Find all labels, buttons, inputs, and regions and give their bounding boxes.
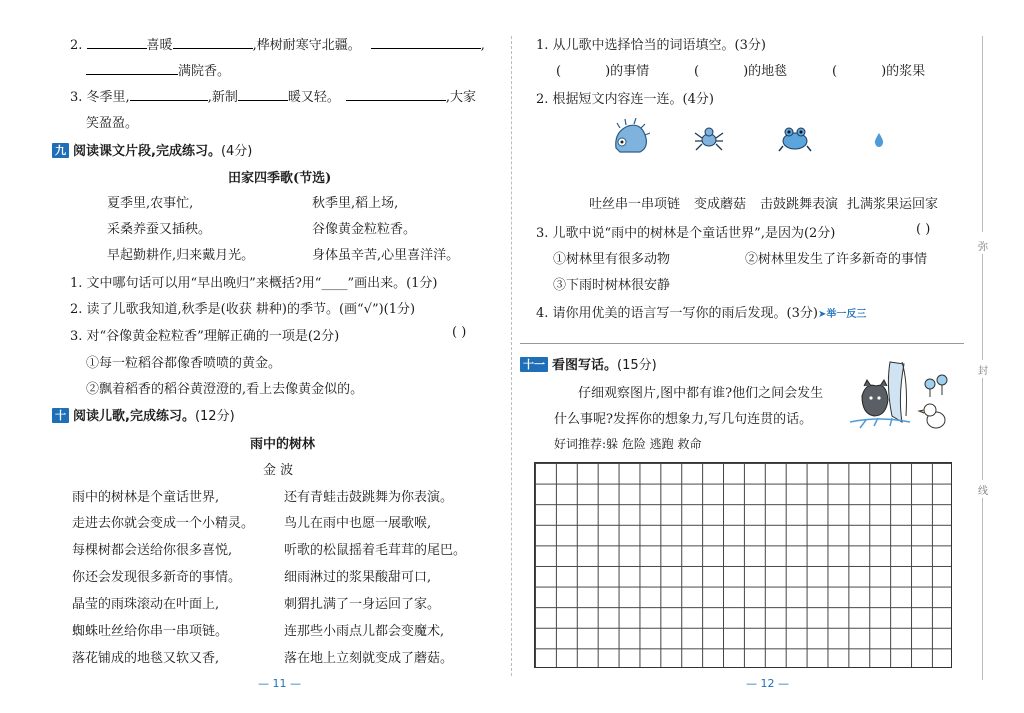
left-q3: 3. 冬季里, ,新制 暖又轻。 ,大家	[70, 90, 476, 105]
s9-question-2: 2. 读了儿歌我知道,秋季是(收获 耕种)的季节。(画“√”)(1分)	[70, 302, 416, 317]
page-number-left: — 11 —	[258, 677, 301, 690]
left-q2-line2: 满院香。	[86, 60, 230, 79]
frog-icon	[778, 124, 812, 152]
section-10-badge: 十	[52, 408, 69, 423]
option: ②树林里发生了许多新奇的事情	[745, 252, 928, 267]
poem2-line: 鸟儿在雨中也愿一展歌喉,	[284, 516, 432, 531]
spider-icon	[694, 124, 724, 152]
writing-grid[interactable]	[534, 462, 952, 668]
poem2-line: 走进去你就会变成一个小精灵。	[72, 516, 255, 531]
poem2-line: 晶莹的雨珠滚动在叶面上,	[72, 597, 220, 612]
option: ①每一粒稻谷都像香喷喷的黄金。	[86, 356, 282, 371]
prompt-line: 什么事呢?发挥你的想象力,写几句连贯的话。	[554, 412, 813, 427]
right-q3: 3. 儿歌中说“雨中的树林是个童话世界”,是因为(2分)	[536, 226, 836, 241]
right-q4: 4. 请你用优美的语言写一写你的雨后发现。(3分)➤举一反三	[536, 306, 867, 321]
right-q2: 2. 根据短文内容连一连。(4分)	[536, 92, 714, 107]
option: ③下雨时树林很安静	[553, 278, 671, 293]
binding-label: 弥	[978, 242, 988, 253]
answer-paren[interactable]: ( )	[916, 222, 931, 237]
extension-tag: ➤举一反三	[817, 309, 867, 320]
prompt-line: 仔细观察图片,图中都有谁?他们之间会发生	[578, 386, 824, 401]
left-q3-line2: 笑盈盈。	[86, 116, 139, 131]
poem1-line: 夏季里,农事忙,	[107, 196, 194, 211]
s9-question-1: 1. 文中哪句话可以用“早出晚归”来概括?用“____”画出来。(1分)	[70, 276, 438, 291]
poem2-line: 每棵树都会送给你很多喜悦,	[72, 543, 233, 558]
match-option[interactable]: 击鼓跳舞表演	[760, 197, 839, 212]
poem1-line: 早起勤耕作,归来戴月光。	[107, 248, 255, 263]
poem1-line: 采桑养蚕又插秧。	[107, 222, 212, 237]
poem2-line: 还有青蛙击鼓跳舞为你表演。	[284, 490, 454, 505]
wolf-and-duck-illustration	[850, 356, 958, 444]
raindrop-icon	[873, 132, 885, 148]
poem2-line: 细雨淋过的浆果酸甜可口,	[284, 570, 432, 585]
binding-line	[982, 254, 983, 360]
poem2-line: 落在地上立刻就变成了蘑菇。	[284, 651, 454, 666]
section-9-badge: 九	[52, 143, 69, 158]
poem2-line: 雨中的树林是个童话世界,	[72, 490, 220, 505]
poem1-line: 秋季里,稻上场,	[312, 196, 399, 211]
poem2-line: 连那些小雨点儿都会变魔术,	[284, 624, 445, 639]
page-divider	[511, 36, 512, 676]
binding-line	[982, 378, 983, 480]
fill-blank[interactable]: ( )的浆果	[832, 64, 926, 79]
binding-line	[982, 498, 983, 680]
poem2-line: 刺猬扎满了一身运回了家。	[284, 597, 441, 612]
poem2-line: 听歌的松鼠摇着毛茸茸的尾巴。	[284, 543, 467, 558]
poem1-line: 身体虽辛苦,心里喜洋洋。	[312, 248, 460, 263]
poem2-line: 蜘蛛吐丝给你串一串项链。	[72, 624, 229, 639]
answer-paren[interactable]: ( )	[452, 325, 467, 340]
poem2-author: 金 波	[263, 463, 294, 478]
answer-line[interactable]	[520, 343, 964, 344]
fill-blank[interactable]: ( )的事情	[556, 64, 650, 79]
binding-label: 封	[978, 366, 988, 377]
match-option[interactable]: 变成蘑菇	[694, 197, 747, 212]
right-q1: 1. 从儿歌中选择恰当的词语填空。(3分)	[536, 38, 766, 53]
option: ①树林里有很多动物	[553, 252, 671, 267]
binding-label: 线	[978, 486, 988, 497]
hedgehog-icon	[610, 118, 650, 158]
poem2-line: 落花铺成的地毯又软又香,	[72, 651, 220, 666]
fill-blank[interactable]: ( )的地毯	[694, 64, 788, 79]
poem2-line: 你还会发现很多新奇的事情。	[72, 570, 242, 585]
poem2-title: 雨中的树林	[250, 437, 316, 452]
option: ②飘着稻香的稻谷黄澄澄的,看上去像黄金似的。	[86, 382, 364, 397]
binding-line	[982, 36, 983, 232]
word-suggestions: 好词推荐:躲 危险 逃跑 救命	[554, 437, 702, 451]
poem1-title: 田家四季歌(节选)	[228, 171, 332, 186]
poem1-line: 谷像黄金粒粒香。	[312, 222, 417, 237]
section-10-heading: 十 阅读儿歌,完成练习。(12分)	[52, 405, 235, 424]
section-11-badge: 十一	[520, 357, 548, 372]
left-q2: 2. 喜暖 ,桦树耐寒守北疆。 ,	[70, 38, 485, 53]
match-option[interactable]: 扎满浆果运回家	[847, 197, 939, 212]
s9-question-3: 3. 对“谷像黄金粒粒香”理解正确的一项是(2分)	[70, 329, 340, 344]
section-11-heading: 十一 看图写话。(15分)	[520, 354, 657, 373]
page-number-right: — 12 —	[746, 677, 789, 690]
match-option[interactable]: 吐丝串一串项链	[589, 197, 681, 212]
section-9-heading: 九 阅读课文片段,完成练习。(4分)	[52, 140, 252, 159]
